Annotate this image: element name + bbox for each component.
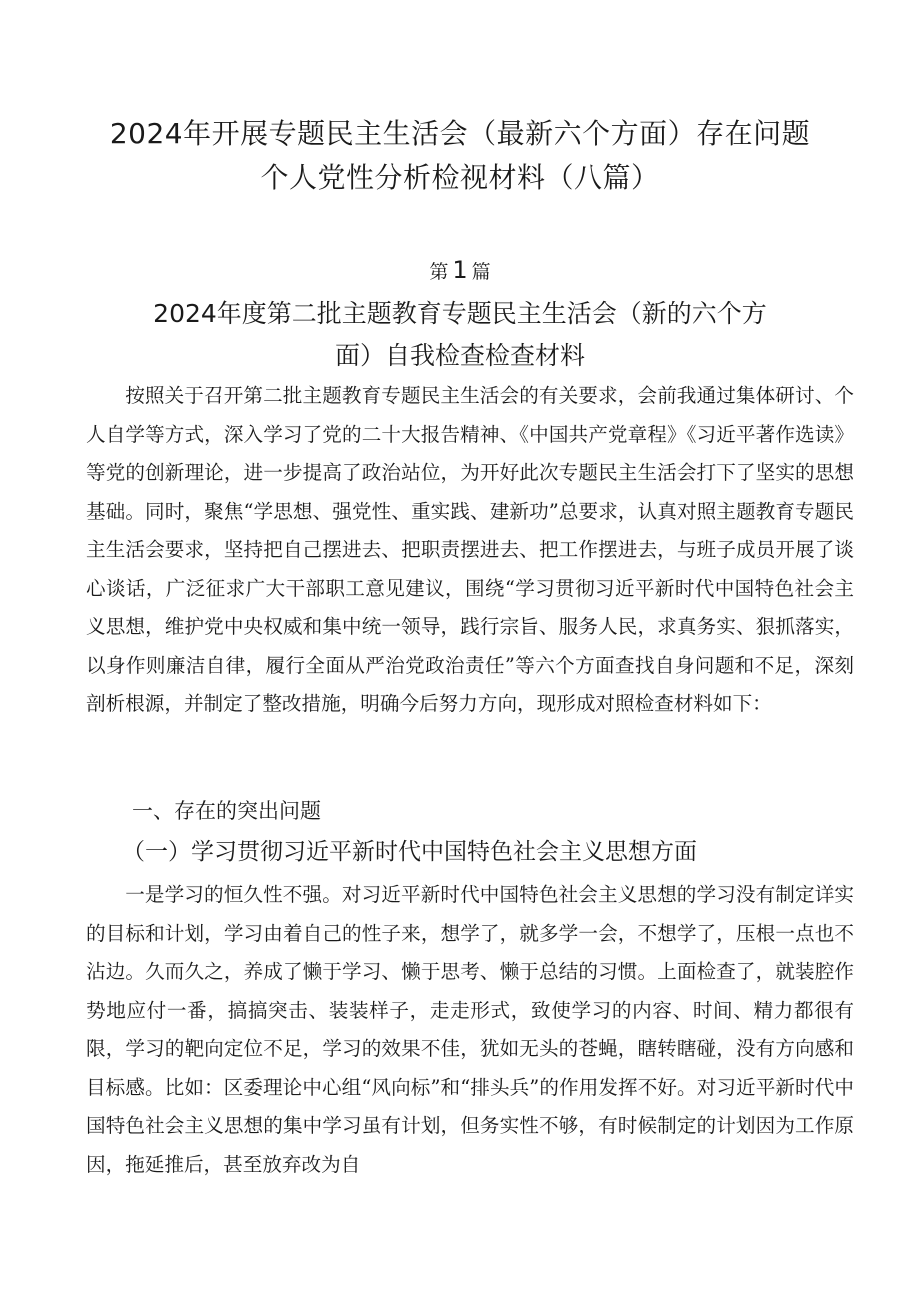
subtitle-line-1: 2024年度第二批主题教育专题民主生活会（新的六个方 xyxy=(153,299,767,328)
chapter-prefix: 第 xyxy=(429,261,449,283)
chapter-suffix: 篇 xyxy=(471,261,491,283)
chapter-label xyxy=(0,254,920,288)
intro-paragraph: 按照关于召开第二批主题教育专题民主生活会的有关要求，会前我通过集体研讨、个人自学等方式，深入学习了党的二十大报告精神、《中国共产党章程》《习近平著作选读》等党的创新理论，进一步提高了政治站位，为开好此次专题民主生活会打下了坚实的思想基础。同时，聚焦“学思想、强党性、重实践、建新功”总要求，认真对照主题教育专题民主生活会要求，坚持把自己摆进去、把职责摆进去、把工作摆进去，与班子成员开展了谈心谈话，广泛征求广大干部职工意见建议，围绕“学习贯彻习近平新时代中国特色社会主义思想，维护党中央权威和集中统一领导，践行宗旨、服务人民，求真务实、狠抓落实，以身作则廉洁自律，履行全面从严治党政治责任”等六个方面查找自身问题和不足，深刻剖析根源，并制定了整改措施，明确今后努力方向，现形成对照检查材料如下： xyxy=(86,384,854,715)
chapter-number: 1 xyxy=(452,256,468,284)
document-title-line-1: 2024年开展专题民主生活会（最新六个方面）存在问题 xyxy=(109,117,811,150)
document-title-line-2: 个人党性分析检视材料（八篇） xyxy=(260,161,660,194)
body-paragraph-study: 一是学习的恒久性不强。对习近平新时代中国特色社会主义思想的学习没有制定详实的目标和计划，学习由着自己的性子来，想学了，就多学一会，不想学了，压根一点也不沾边。久而久之，养成了懒于学习、懒于思考、懒于总结的习惯。上面检查了，就装腔作势地应付一番，搞搞突击、装装样子，走走形式，致使学习的内容、时间、精力都很有限，学习的靶向定位不足，学习的效果不佳，犹如无头的苍蝇，瞎转瞎碰，没有方向感和目标感。比如：区委理论中心组“风向标”和“排头兵”的作用发挥不好。对习近平新时代中国特色社会主义思想的集中学习虽有计划，但务实性不够，有时候制定的计划因为工作原因，拖延推后，甚至放弃改为自 xyxy=(86,883,854,1176)
subsection-heading-study: （一）学习贯彻习近平新时代中国特色社会主义思想方面 xyxy=(122,839,697,865)
section-heading-problems: 一、存在的突出问题 xyxy=(132,799,321,823)
subtitle-line-2: 面）自我检查检查材料 xyxy=(334,341,585,370)
